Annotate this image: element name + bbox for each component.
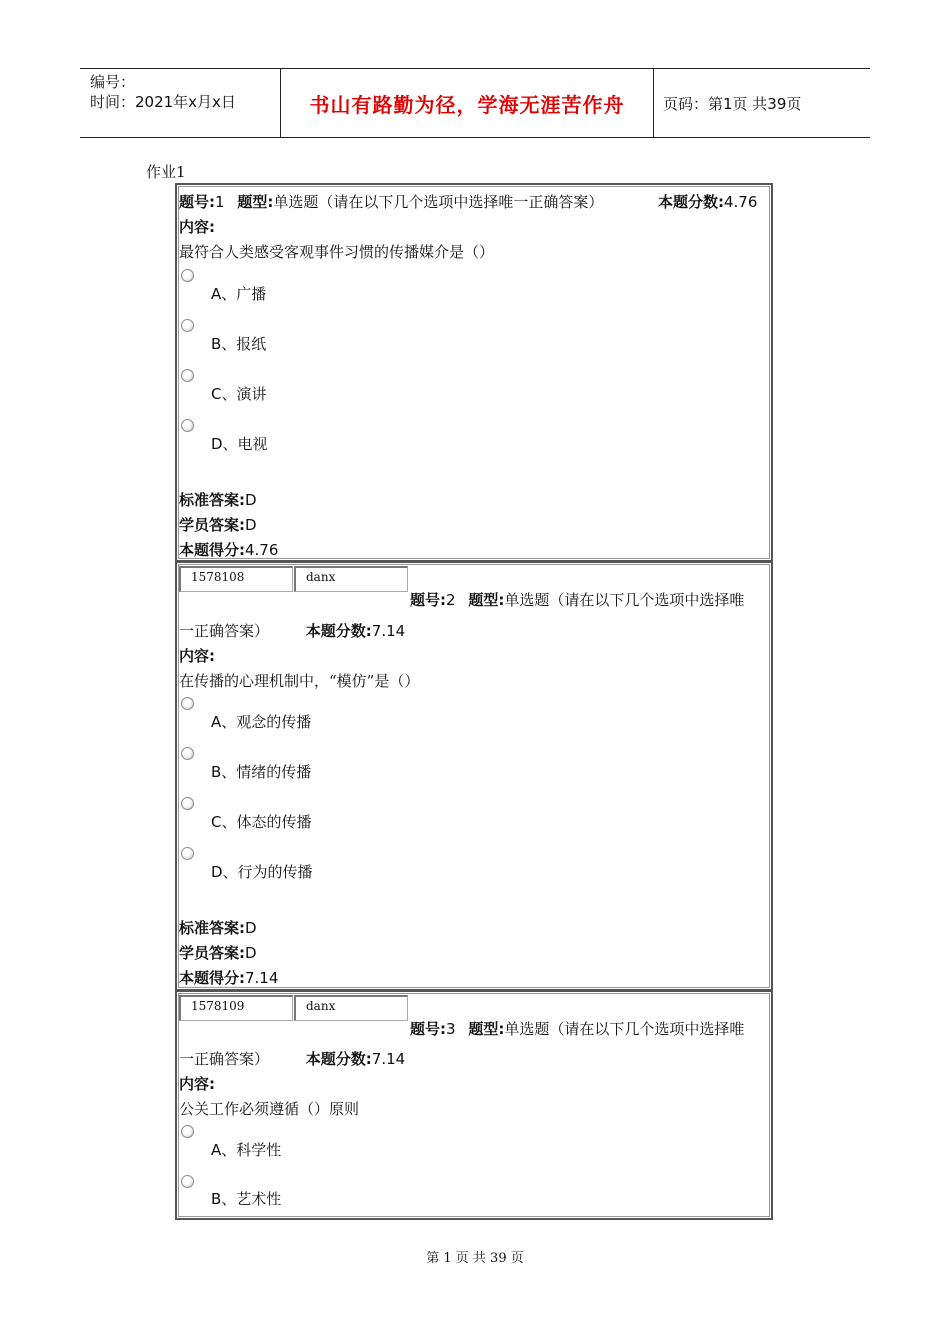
q2-header bbox=[410, 589, 744, 610]
q1-standard-answer-value: D bbox=[245, 491, 257, 509]
q2-standard-answer-value: D bbox=[245, 919, 257, 937]
q3-id-field[interactable]: 1578109 bbox=[179, 995, 293, 1021]
q1-score bbox=[658, 191, 757, 212]
q1-option-d: D、电视 bbox=[211, 435, 268, 453]
q2-type-label: 题型: bbox=[468, 591, 505, 609]
page-header bbox=[80, 68, 870, 138]
q3-content-label: 内容: bbox=[179, 1075, 215, 1093]
q1-question: 最符合人类感受客观事件习惯的传播媒介是（） bbox=[179, 243, 495, 261]
q2-num: 2 bbox=[446, 591, 456, 609]
q3-type-field[interactable]: danx bbox=[294, 995, 408, 1021]
q1-score-value: 4.76 bbox=[724, 193, 758, 211]
q1-type: 单选题（请在以下几个选项中选择唯一正确答案） bbox=[273, 193, 604, 211]
q1-student-answer-label: 学员答案: bbox=[179, 516, 245, 534]
question-panel-2 bbox=[175, 561, 773, 991]
q3-type-line1: 单选题（请在以下几个选项中选择唯 bbox=[504, 1020, 745, 1038]
q2-option-b: B、情绪的传播 bbox=[211, 763, 312, 781]
q1-option-b: B、报纸 bbox=[211, 335, 267, 353]
q2-header-cont bbox=[179, 620, 405, 641]
q2-option-c-radio[interactable] bbox=[181, 797, 194, 810]
q2-standard-answer-label: 标准答案: bbox=[179, 919, 245, 937]
q1-score-label: 本题分数: bbox=[658, 193, 724, 211]
q2-standard-answer bbox=[179, 917, 257, 938]
q2-student-answer bbox=[179, 942, 257, 963]
q3-type-line2: 一正确答案） bbox=[179, 1050, 270, 1068]
q2-option-d: D、行为的传播 bbox=[211, 863, 313, 881]
q2-id-field[interactable]: 1578108 bbox=[179, 566, 293, 592]
doc-title: 作业1 bbox=[146, 163, 186, 181]
q3-option-b: B、艺术性 bbox=[211, 1190, 282, 1208]
q1-type-label: 题型: bbox=[237, 193, 274, 211]
q3-header bbox=[410, 1018, 744, 1039]
q3-num-label: 题号: bbox=[410, 1020, 446, 1038]
question-panel-3 bbox=[175, 990, 773, 1220]
q2-option-a: A、观念的传播 bbox=[211, 713, 312, 731]
time-label: 时间：2021年x月x日 bbox=[90, 93, 236, 111]
q2-type-field[interactable]: danx bbox=[294, 566, 408, 592]
page-footer: 第 1 页 共 39 页 bbox=[426, 1251, 524, 1266]
q1-option-d-radio[interactable] bbox=[181, 419, 194, 432]
q3-option-b-radio[interactable] bbox=[181, 1175, 194, 1188]
q1-score-got-label: 本题得分: bbox=[179, 541, 245, 559]
q2-type-line1: 单选题（请在以下几个选项中选择唯 bbox=[504, 591, 745, 609]
q2-student-answer-label: 学员答案: bbox=[179, 944, 245, 962]
q1-standard-answer bbox=[179, 489, 257, 510]
header-motto-cell bbox=[280, 69, 654, 137]
page-info: 页码：第1页 共39页 bbox=[663, 95, 802, 113]
q1-option-c: C、演讲 bbox=[211, 385, 267, 403]
q2-option-c: C、体态的传播 bbox=[211, 813, 312, 831]
q2-score-got bbox=[179, 967, 278, 988]
q2-content-label: 内容: bbox=[179, 647, 215, 665]
q3-score-label: 本题分数: bbox=[305, 1050, 372, 1068]
q2-option-d-radio[interactable] bbox=[181, 847, 194, 860]
q1-student-answer bbox=[179, 514, 257, 535]
q1-num-label: 题号: bbox=[179, 193, 215, 211]
q3-type-label: 题型: bbox=[468, 1020, 505, 1038]
q1-option-c-radio[interactable] bbox=[181, 369, 194, 382]
q1-option-a-radio[interactable] bbox=[181, 269, 194, 282]
q2-option-a-radio[interactable] bbox=[181, 697, 194, 710]
q1-score-got bbox=[179, 539, 278, 560]
q1-student-answer-value: D bbox=[245, 516, 257, 534]
q2-score-label: 本题分数: bbox=[305, 622, 372, 640]
q1-standard-answer-label: 标准答案: bbox=[179, 491, 245, 509]
q2-score-got-value: 7.14 bbox=[245, 969, 279, 987]
q3-score-value: 7.14 bbox=[371, 1050, 406, 1068]
q2-question: 在传播的心理机制中，“模仿”是（） bbox=[179, 672, 420, 690]
q1-score-got-value: 4.76 bbox=[245, 541, 279, 559]
header-meta bbox=[80, 69, 280, 137]
q2-student-answer-value: D bbox=[245, 944, 257, 962]
number-label: 编号： bbox=[90, 73, 136, 91]
q2-option-b-radio[interactable] bbox=[181, 747, 194, 760]
q1-content-label: 内容: bbox=[179, 218, 215, 236]
q1-num: 1 bbox=[215, 193, 225, 211]
q2-num-label: 题号: bbox=[410, 591, 446, 609]
q2-score-got-label: 本题得分: bbox=[179, 969, 245, 987]
q1-option-b-radio[interactable] bbox=[181, 319, 194, 332]
q3-option-a-radio[interactable] bbox=[181, 1125, 194, 1138]
question-panel-1 bbox=[175, 183, 773, 562]
q3-option-a: A、科学性 bbox=[211, 1141, 282, 1159]
header-page-cell bbox=[653, 69, 870, 137]
q3-num: 3 bbox=[446, 1020, 456, 1038]
motto: 书山有路勤为径，学海无涯苦作舟 bbox=[309, 93, 625, 117]
q3-header-cont bbox=[179, 1048, 405, 1069]
q1-option-a: A、广播 bbox=[211, 285, 267, 303]
q3-question: 公关工作必须遵循（）原则 bbox=[179, 1100, 360, 1118]
q2-type-line2: 一正确答案） bbox=[179, 622, 270, 640]
q1-header bbox=[179, 191, 603, 212]
q2-score-value: 7.14 bbox=[371, 622, 406, 640]
